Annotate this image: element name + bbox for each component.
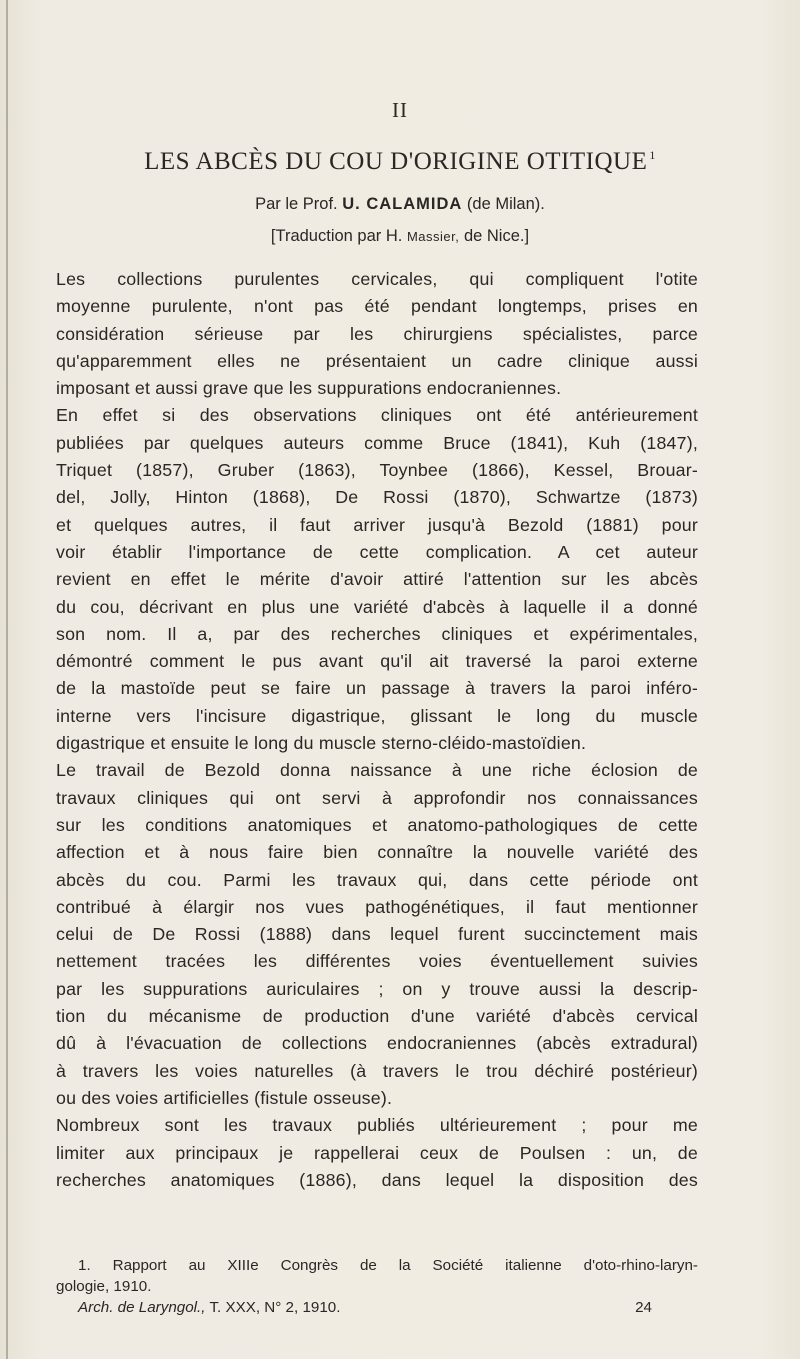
body-line: Le travail de Bezold donna naissance à une riche éclosion de	[56, 760, 698, 781]
page-number: 24	[635, 1299, 652, 1316]
author-origin: (de Milan).	[466, 195, 545, 213]
body-line: imposant et aussi grave que les suppurations endocraniennes.	[56, 378, 562, 399]
author-name: U. CALAMIDA	[342, 195, 463, 213]
body-line: abcès du cou. Parmi les travaux qui, dans cette période ont	[56, 869, 698, 890]
body-line: Nombreux sont les travaux publiés ultérieurement ; pour me	[56, 1115, 698, 1136]
body-line: limiter aux principaux je rappellerai ceux de Poulsen : un, de	[56, 1142, 698, 1163]
journal-name: Arch. de Laryngol.,	[78, 1299, 206, 1316]
footnote-line: 1. Rapport au XIIIe Congrès de la Société italienne d'oto-rhino-laryn-	[78, 1257, 698, 1274]
chapter-number: II	[392, 98, 408, 122]
body-line: travaux cliniques qui ont servi à approfondir nos connaissances	[56, 787, 698, 808]
translation-suffix: de Nice.]	[463, 227, 530, 245]
title-footnote-mark: 1	[649, 148, 656, 162]
body-line: interne vers l'incisure digastrique, glissant le long du muscle	[56, 705, 698, 726]
body-line: nettement tracées les différentes voies éventuellement suivies	[56, 951, 698, 972]
body-line: Triquet (1857), Gruber (1863), Toynbee (1866), Kessel, Brouar-	[56, 460, 698, 481]
article-title-text: LES ABCÈS DU COU D'ORIGINE OTITIQUE	[144, 148, 648, 175]
body-line: ou des voies artificielles (fistule osseuse).	[56, 1087, 393, 1108]
body-line: qu'apparemment elles ne présentaient un cadre clinique aussi	[56, 350, 698, 371]
byline	[0, 195, 800, 214]
body-line: à travers les voies naturelles (à travers le trou déchiré postérieur)	[56, 1060, 698, 1081]
body-line: et quelques autres, il faut arriver jusqu'à Bezold (1881) pour	[56, 514, 698, 535]
body-line: voir établir l'importance de cette complication. A cet auteur	[56, 541, 698, 562]
journal-reference	[56, 1297, 698, 1318]
footnotes	[56, 1255, 698, 1318]
footnote-line: gologie, 1910.	[56, 1278, 152, 1295]
body-line: Les collections purulentes cervicales, qui compliquent l'otite	[56, 269, 698, 289]
journal-volume: T. XXX, N° 2, 1910.	[209, 1299, 341, 1316]
translation-prefix: [Traduction par H.	[270, 227, 403, 245]
body-line: del, Jolly, Hinton (1868), De Rossi (1870), Schwartze (1873)	[56, 487, 698, 508]
body-line: de la mastoïde peut se faire un passage à travers la paroi inféro-	[56, 678, 698, 699]
body-line: recherches anatomiques (1886), dans lequel la disposition des	[56, 1169, 698, 1190]
body-line: dû à l'évacuation de collections endocraniennes (abcès extradural)	[56, 1033, 698, 1054]
body-line: contribué à élargir nos vues pathogénétiques, il faut mentionner	[56, 896, 698, 917]
body-line: démontré comment le pus avant qu'il ait traversé la paroi externe	[56, 651, 698, 672]
body-line: revient en effet le mérite d'avoir attiré l'attention sur les abcès	[56, 569, 698, 590]
body-line: tion du mécanisme de production d'une variété d'abcès cervical	[56, 1006, 698, 1027]
body-line: sur les conditions anatomiques et anatomo-pathologiques de cette	[56, 814, 698, 835]
body-line: moyenne purulente, n'ont pas été pendant longtemps, prises en	[56, 296, 698, 317]
article-body	[56, 266, 698, 1194]
translation-credit	[0, 227, 800, 246]
body-line: publiées par quelques auteurs comme Bruce (1841), Kuh (1847),	[56, 432, 698, 453]
article-title	[0, 148, 800, 176]
body-line: du cou, décrivant en plus une variété d'abcès à laquelle il a donné	[56, 596, 698, 617]
body-line: considération sérieuse par les chirurgiens spécialistes, parce	[56, 323, 698, 344]
body-line: affection et à nous faire bien connaître la nouvelle variété des	[56, 842, 698, 863]
byline-prefix: Par le Prof.	[255, 195, 338, 213]
body-line: digastrique et ensuite le long du muscle sterno-cléido-mastoïdien.	[56, 733, 587, 754]
translator-name: Massier,	[406, 229, 460, 244]
body-line: son nom. Il a, par des recherches cliniques et expérimentales,	[56, 623, 698, 644]
body-line: celui de De Rossi (1888) dans lequel furent succinctement mais	[56, 924, 698, 945]
body-line: par les suppurations auriculaires ; on y trouve aussi la descrip-	[56, 978, 698, 999]
body-line: En effet si des observations cliniques ont été antérieurement	[56, 405, 698, 426]
